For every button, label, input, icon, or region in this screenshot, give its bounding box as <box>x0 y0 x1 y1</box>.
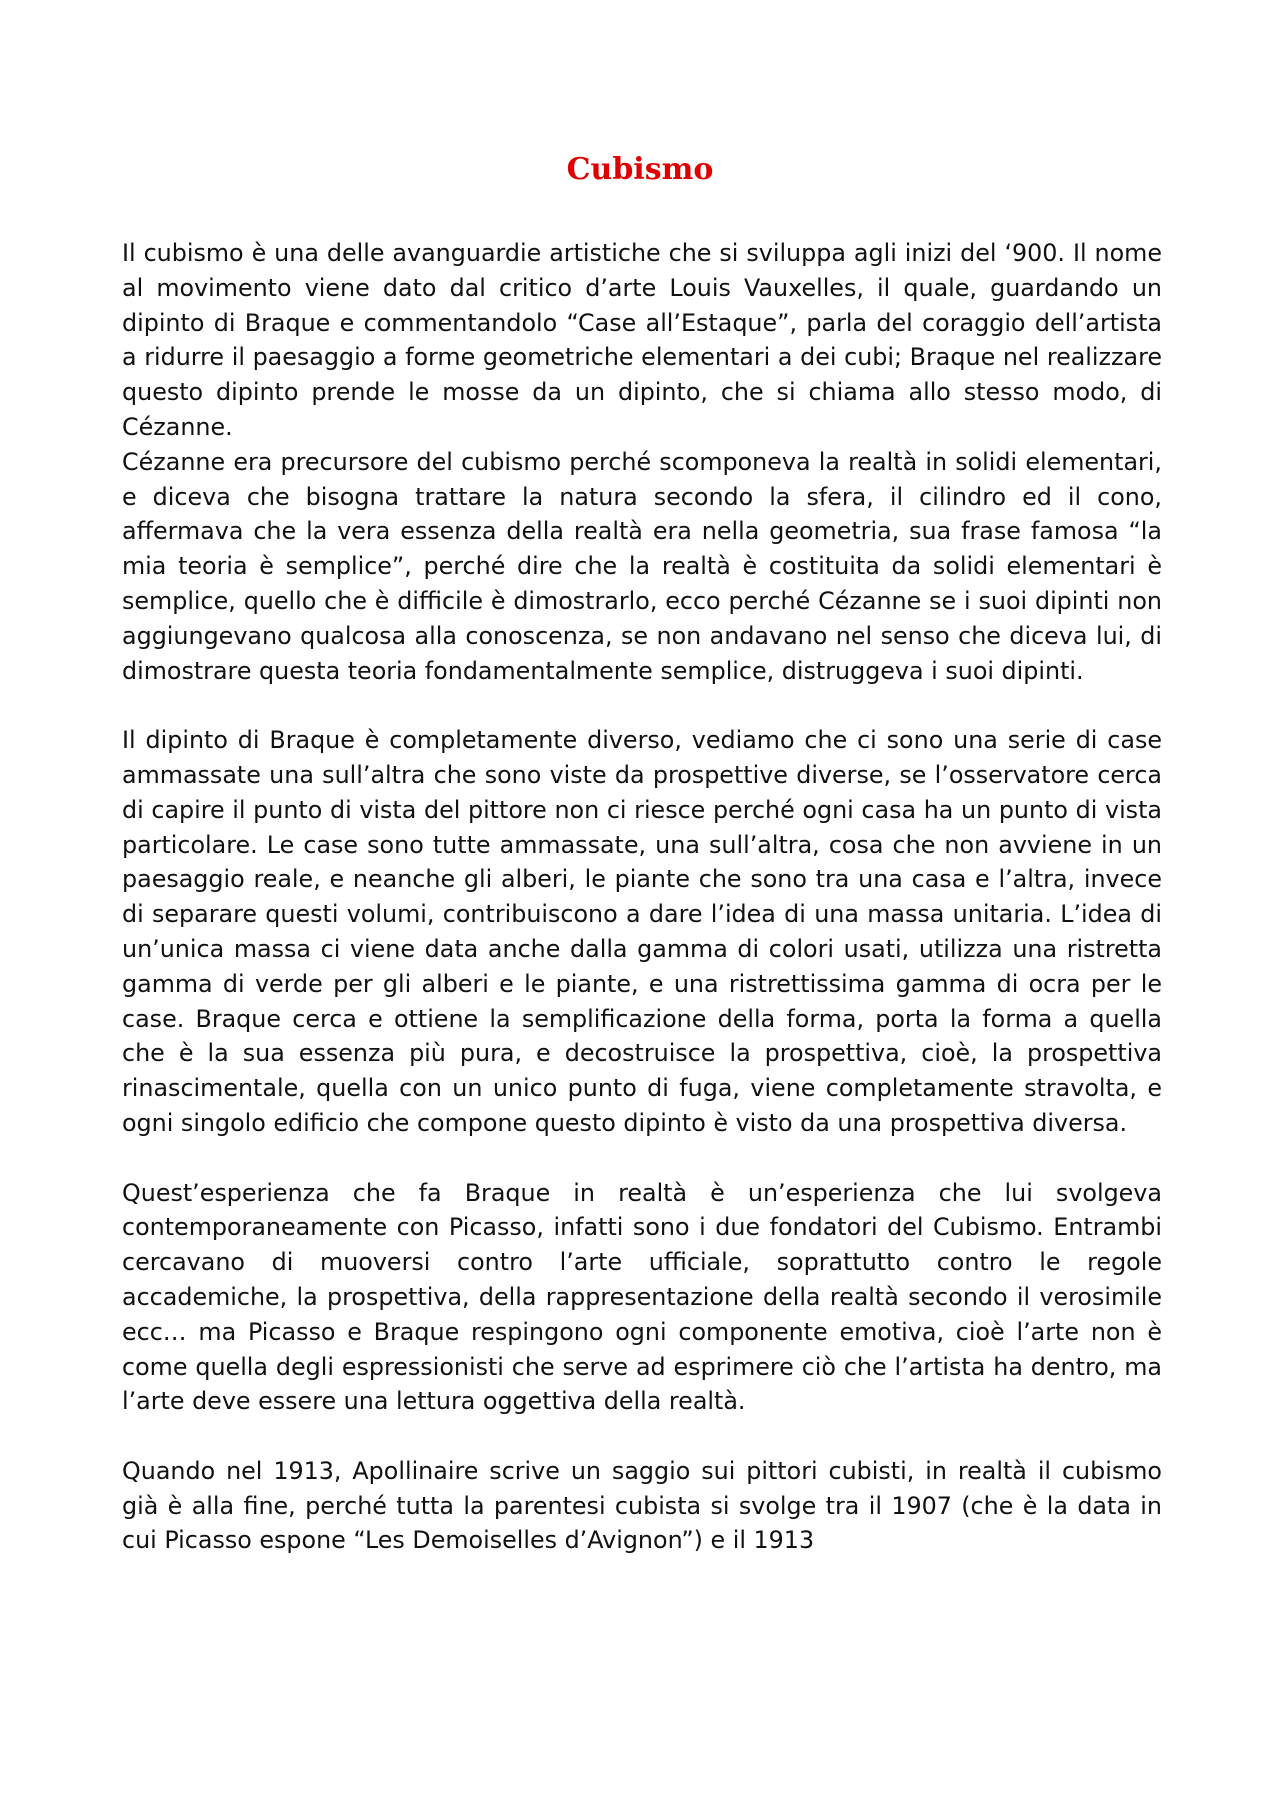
paragraph-intro: Il cubismo è una delle avanguardie artistiche che si sviluppa agli inizi del ‘900. Il nome al movimento viene dato dal critico d’arte Louis Vauxelles, il quale, guardando un dipinto di Braque e commentandolo “Case all’Estaque”, parla del coraggio dell’artista a ridurre il paesaggio a forme geometriche elementari a dei cubi; Braque nel realizzare questo dipinto prende le mosse da un dipinto, che si chiama allo stesso modo, di Cézanne. <box>122 239 1162 441</box>
document-title: Cubismo <box>566 152 714 187</box>
paragraph-spacer <box>122 688 1162 723</box>
paragraph-spacer <box>122 1141 1162 1176</box>
paragraph-spacer <box>122 1419 1162 1454</box>
paragraph-picasso: Quest’esperienza che fa Braque in realtà è un’esperienza che lui svolgeva contemporaneamente con Picasso, infatti sono i due fondatori del Cubismo. Entrambi cercavano di muoversi contro l’arte ufficiale, soprattutto contro le regole accademiche, la prospettiva, della rappresentazione della realtà secondo il verosimile ecc… ma Picasso e Braque respingono ogni componente emotiva, cioè l’arte non è come quella degli espressionisti che serve ad esprimere ciò che l’artista ha dentro, ma l’arte deve essere una lettura oggettiva della realtà. <box>122 1178 1162 1416</box>
document-body <box>122 236 1162 1558</box>
paragraph-apollinaire: Quando nel 1913, Apollinaire scrive un saggio sui pittori cubisti, in realtà il cubismo già è alla fine, perché tutta la parentesi cubista si svolge tra il 1907 (che è la data in cui Picasso espone “Les Demoiselles d’Avignon”) e il 1913 <box>122 1456 1162 1555</box>
paragraph-cezanne: Cézanne era precursore del cubismo perché scomponeva la realtà in solidi elementari, e diceva che bisogna trattare la natura secondo la sfera, il cilindro ed il cono, affermava che la vera essenza della realtà era nella geometria, sua frase famosa “la mia teoria è semplice”, perché dire che la realtà è costituita da solidi elementari è semplice, quello che è difficile è dimostrarlo, ecco perché Cézanne se i suoi dipinti non aggiungevano qualcosa alla conoscenza, se non andavano nel senso che diceva lui, di dimostrare questa teoria fondamentalmente semplice, distruggeva i suoi dipinti. <box>122 447 1162 685</box>
paragraph-braque: Il dipinto di Braque è completamente diverso, vediamo che ci sono una serie di case ammassate una sull’altra che sono viste da prospettive diverse, se l’osservatore cerca di capire il punto di vista del pittore non ci riesce perché ogni casa ha un punto di vista particolare. Le case sono tutte ammassate, una sull’altra, cosa che non avviene in un paesaggio reale, e neanche gli alberi, le piante che sono tra una casa e l’altra, invece di separare questi volumi, contribuiscono a dare l’idea di una massa unitaria. L’idea di un’unica massa ci viene data anche dalla gamma di colori usati, utilizza una ristretta gamma di verde per gli alberi e le piante, e una ristrettissima gamma di ocra per le case. Braque cerca e ottiene la semplificazione della forma, porta la forma a quella che è la sua essenza più pura, e decostruisce la prospettiva, cioè, la prospettiva rinascimentale, quella con un unico punto di fuga, viene completamente stravolta, e ogni singolo edificio che compone questo dipinto è visto da una prospettiva diversa. <box>122 726 1162 1137</box>
